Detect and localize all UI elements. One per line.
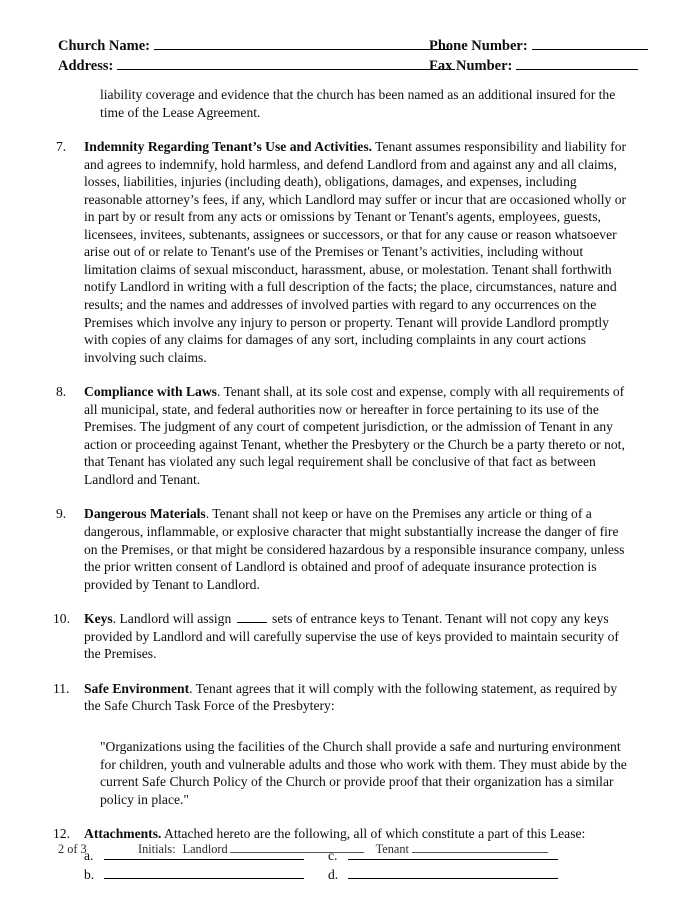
- page-number: 2 of 3: [58, 842, 87, 856]
- clause-11: [0, 680, 696, 715]
- address-input[interactable]: [117, 56, 455, 70]
- clause-10-body-before: . Landlord will assign: [112, 611, 235, 627]
- clause-10-number: 10.: [53, 611, 70, 627]
- clause-7-body: Tenant assumes responsibility and liability for and agrees to indemnify, hold harmless, and defend Landlord from and against any and all claims, losses, liabilities, injuries (including death), obligations, damages, and expenses, including reasonable attorney’s fees, if any, which Landlord may suffer or incur that are occasioned wholly or in part by or result from any acts or omissions by Tenant or Tenant's agents, employees, guests, licensees, invitees, subtenants, assignees or successors, or that for any cause or reason whatsoever arise out of or relate to Tenant's use of the Premises or Tenant’s activities, including without limitation claims of sexual misconduct, harassment, abuse, or molestation. Tenant shall forthwith notify Landlord in writing with a full description of the facts; the place, circumstances, nature and results; and the names and addresses of involved parties with regard to any occurrences on the Premises which involve any injury to person or property. Tenant will provide Landlord promptly with copies of any claims for damages of any sort, including complaints in any court actions involving such claims.: [84, 139, 627, 365]
- attachment-row-b-d: [84, 866, 696, 885]
- header-row-1: [58, 36, 633, 56]
- clause-10-heading: Keys: [84, 611, 113, 627]
- clause-9: [0, 505, 696, 593]
- fax-number-input[interactable]: [516, 56, 638, 70]
- attachment-b-input[interactable]: [104, 866, 304, 879]
- church-name-label: Church Name:: [58, 38, 150, 54]
- attachment-d-letter: d.: [328, 866, 339, 882]
- header-row-2: [58, 56, 633, 76]
- page-footer: [58, 841, 638, 857]
- clause-8: [0, 383, 696, 488]
- document-body: [0, 86, 696, 885]
- clause-9-number: 9.: [56, 506, 67, 522]
- tenant-initials-input[interactable]: [412, 841, 548, 853]
- clause-8-body: . Tenant shall, at its sole cost and expense, comply with all requirements of all municipal, state, and federal authorities now or hereafter in force pertaining to its use of the Premises. The judgment of any court of competent jurisdiction, or the admission of Tenant in any action or proceeding against Tenant, whether the Presbytery or the Church be a party thereto or not, that Tenant has violated any such legal requirement shall be conclusive of that fact as between Landlord and Tenant.: [84, 384, 625, 487]
- clause-9-heading: Dangerous Materials: [84, 506, 206, 522]
- landlord-initials-input[interactable]: [230, 841, 364, 853]
- attachment-d: [328, 866, 558, 883]
- clause-12-body: Attached hereto are the following, all of which constitute a part of this Lease:: [161, 826, 586, 842]
- clause-8-heading: Compliance with Laws: [84, 384, 217, 400]
- clause-7: [0, 138, 696, 366]
- keys-count-input[interactable]: [237, 611, 267, 623]
- header-fields: [58, 36, 633, 76]
- footer-landlord-label: Landlord: [182, 842, 228, 856]
- clause-7-heading: Indemnity Regarding Tenant’s Use and Activities.: [84, 139, 373, 155]
- attachment-a-letter: a.: [84, 847, 94, 863]
- fax-number-label: Fax Number:: [429, 58, 513, 74]
- clause-12-number: 12.: [53, 826, 70, 842]
- footer-tenant-label: Tenant: [375, 842, 409, 856]
- clause-11-body: . Tenant agrees that it will comply with the following statement, as required by the Safe Church Task Force of the Presbytery:: [84, 680, 618, 714]
- initials-label: Initials:: [138, 842, 176, 856]
- clause-9-body: . Tenant shall not keep or have on the Premises any article or thing of a dangerous, inflammable, or explosive character that might substantially increase the danger of fire on the Premises, or that might be considered hazardous by a responsible insurance company, unless the prior written consent of Landlord is obtained and proof of adequate insurance protection is provided by Tenant to Landlord.: [84, 506, 625, 592]
- clause-10: [0, 610, 696, 663]
- clause-12-heading: Attachments.: [84, 826, 162, 842]
- attachment-b-letter: b.: [84, 866, 95, 882]
- phone-number-input[interactable]: [532, 36, 648, 50]
- attachment-b: [84, 866, 304, 883]
- safe-church-policy-quote: "Organizations using the facilities of the Church shall provide a safe and nurturing environment for children, youth and vulnerable adults and those who work with them. They must abide by the current Safe Church Policy of the Church or provide proof that their organization has a similar policy in place.": [100, 738, 627, 807]
- continuation-paragraph: liability coverage and evidence that the church has been named as an additional insured for the time of the Lease Agreement.: [100, 87, 616, 120]
- attachment-c-letter: c.: [328, 847, 338, 863]
- clause-11-number: 11.: [53, 680, 70, 696]
- clause-10-body-after: sets of entrance keys to Tenant. Tenant will not copy any keys provided by Landlord and will carefully supervise the use of keys provided to maintain security of the Premises.: [84, 611, 619, 662]
- church-name-input[interactable]: [154, 36, 452, 50]
- clause-8-number: 8.: [56, 384, 67, 400]
- address-label: Address:: [58, 58, 114, 74]
- clause-11-heading: Safe Environment: [84, 680, 190, 696]
- attachment-d-input[interactable]: [348, 866, 558, 879]
- phone-number-label: Phone Number:: [429, 38, 528, 54]
- clause-7-number: 7.: [56, 139, 67, 155]
